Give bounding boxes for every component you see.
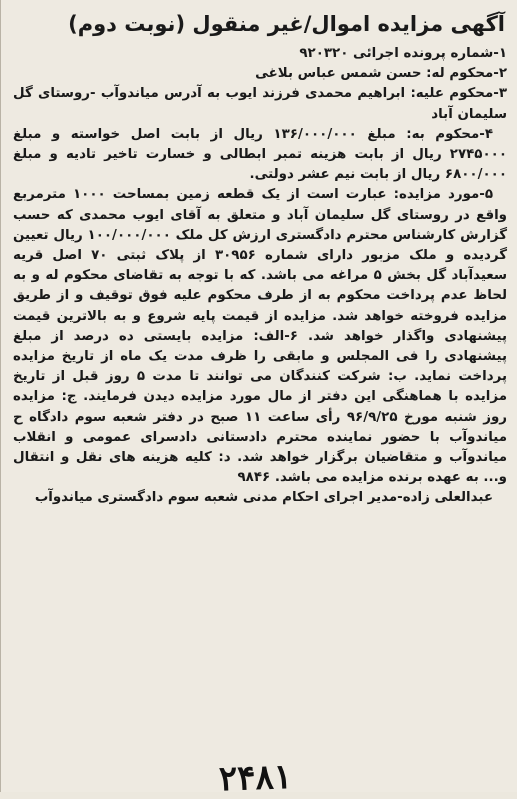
notice-title: آگهی مزایده اموال/غیر منقول (نوبت دوم): [68, 12, 505, 36]
plaintiff: ۲-محکوم له: حسن شمس عباس بلاغی: [255, 66, 507, 82]
auction-subject: ۵-مورد مزایده: عبارت است از یک قطعه زمین بمساحت ۱۰۰۰ مترمربع واقع در روستای گل سلیمان آباد و متعلق به آقای ایوب محمدی که حسب گزارش کارشناس محترم دادگستری ارزش کل ملک ۱۰۰/۰۰۰/۰۰۰ ریال تعیین گردیده و ملک مزبور دارای شماره ۳۰۹۵۶ از پلاک ثبتی ۷۰ اصل قریه سعیدآباد گل بخش ۵ مراغه می باشد. که با توجه به تقاضای محکوم له و به لحاظ عدم پرداخت محکوم به از طرف محکوم علیه فوق توقیف و از طریق مزایده فروخته خواهد شد. مزایده از قیمت پایه شروع و به بالاترین قیمت پیشنهادی واگذار خواهد شد. ۶-الف: مزایده بایستی ده درصد از مبلغ پیشنهادی را فی المجلس و مابقی را ظرف مدت یک ماه از تاریخ مزایده پرداخت نماید. ب: شرکت کنندگان می توانند تا مدت ۵ روز قبل از تاریخ مزایده با هماهنگی این دفتر از مال مورد مزایده دیدن فرمایند. ج: مزایده روز شنبه مورخ ۹۶/۹/۲۵ رأی ساعت ۱۱ صبح در دفتر شعبه سوم دادگاه ح میاندوآب با حضور نماینده محترم دادستانی دادسرای عمومی و انقلاب میاندوآب و متقاضیان برگزار خواهد شد. د: کلیه هزینه های نقل و انتقال و... به عهده برنده مزایده می باشد. ۹۸۴۶: [13, 187, 508, 486]
defendant: ۳-محکوم علیه: ابراهیم محمدی فرزند ایوب به آدرس میاندوآب -روستای گل سلیمان آباد: [13, 86, 507, 122]
notice-body: [1, 40, 517, 509]
handwritten-number: ۲۴۸۱: [218, 756, 293, 799]
judgment-amount: ۴-محکوم به: مبلغ ۱۳۶/۰۰۰/۰۰۰ ریال از بابت اصل خواسته و مبلغ ۲۷۴۵۰۰۰ ریال از بابت هزینه تمبر ابطالی و خسارت تاخیر تادیه و مبلغ ۶۸۰۰/۰۰۰ ریال از بابت نیم عشر دولتی.: [13, 126, 507, 183]
signature-line: عبدالعلی زاده-مدیر اجرای احکام مدنی شعبه سوم دادگستری میاندوآب: [34, 490, 493, 506]
case-number: ۱-شماره پرونده اجرائی ۹۲۰۳۲۰: [299, 46, 507, 61]
